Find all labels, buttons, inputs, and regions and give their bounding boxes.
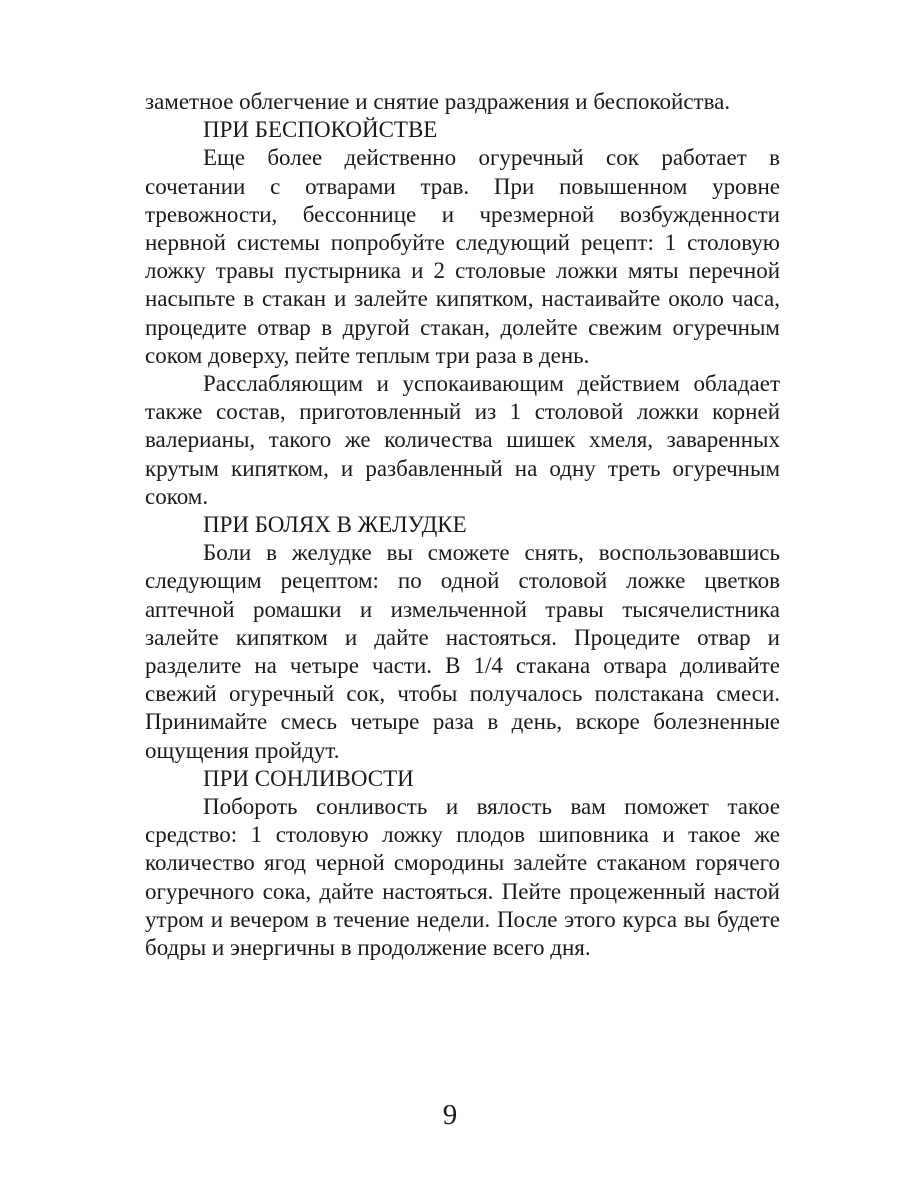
paragraph-anxiety-recipe: Еще более действенно огуречный сок работает в сочетании с отварами трав. При повышенном уровне тревожности, бессоннице и чрезмерной возбужденности нервной системы попробуйте следующий рецепт: 1 столовую ложку травы пустырника и 2 столовые ложки мяты перечной насыпьте в стакан и залейте кипятком, настаивайте около часа, процедите отвар в другой стакан, долейте свежим огуречным соком доверху, пейте теплым три раза в день.	[145, 145, 780, 368]
section-heading-anxiety: ПРИ БЕСПОКОЙСТВЕ	[203, 117, 438, 143]
paragraph-drowsiness-recipe: Побороть сонливость и вялость вам поможет такое средство: 1 столовую ложку плодов шиповника и такое же количество ягод черной смородины залейте стаканом горячего огуречного сока, дайте настояться. Пейте процеженный настой утром и вечером в течение недели. После этого курса вы будете бодры и энергичны в продолжение всего дня.	[145, 794, 780, 961]
section-heading-stomach-pain: ПРИ БОЛЯХ В ЖЕЛУДКЕ	[203, 512, 467, 538]
paragraph-valerian-recipe: Расслабляющим и успокаивающим действием обладает также состав, приготовленный из 1 столовой ложки корней валерианы, такого же количества шишек хмеля, заваренных крутым кипятком, и разбавленный на одну треть огуречным соком.	[145, 371, 780, 509]
page-number: 9	[442, 1099, 458, 1131]
page-body	[145, 88, 780, 962]
paragraph-stomach-recipe: Боли в желудке вы сможете снять, воспользовавшись следующим рецептом: по одной столовой ложке цветков аптечной ромашки и измельченной травы тысячелистника залейте кипятком и дайте настояться. Процедите отвар и разделите на четыре части. В 1/4 стакана отвара доливайте свежий огуречный сок, чтобы получалось полстакана смеси. Принимайте смесь четыре раза в день, вскоре болезненные ощущения пройдут.	[145, 540, 780, 763]
section-heading-drowsiness: ПРИ СОНЛИВОСТИ	[203, 765, 414, 791]
intro-paragraph: заметное облегчение и снятие раздражения и беспокойства.	[145, 89, 731, 114]
